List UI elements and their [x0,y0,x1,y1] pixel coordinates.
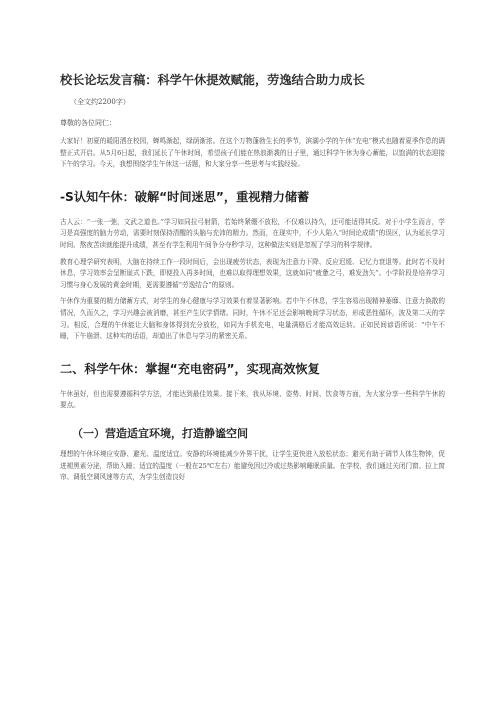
section1-heading: -S认知午休：破解“时间迷思”，重视精力储蓄 [60,189,310,204]
section2-heading: 二、科学午休：掌握“充电密码”，实现高效恢复 [60,361,320,376]
section1-paragraph-1: 古人云：“一张一弛，文武之道也。”学习如同拉弓射箭，若始终紧绷不放松，不仅难以持久，还可能适得其反。对于小学生而言，学习是高强度的脑力劳动，需要时刻保持清醒的头脑与充沛的精力。然而，在现实中，不少人陷入“时间论成绩”的误区，认为延长学习时间、熬夜苦读就能提升成绩，甚至有学生利用午间争分夺秒学习，这种做法实则是忽视了学习的科学规律。 [60,217,445,249]
word-count: （全文约2200字） [70,98,130,106]
salutation: 尊敬的各位同仁： [60,119,116,127]
document-body [60,72,445,489]
intro-paragraph: 大家好！初夏的暖阳洒在校园，蝉鸣渐起，绿荫渐浓。在这个万物蓬勃生长的季节，滨湖小学的午休“充电”模式也随着夏季作息的调整正式开启。从5月6日起，我们延长了午休时间，希望孩子们能在热浪渐袭的日子里，通过科学午休为身心蓄能，以饱满的状态迎接下午的学习。今天，我想围绕学生午休这一话题，和大家分享一些思考与实践经验。 [60,137,445,169]
document-title: 校长论坛发言稿：科学午休提效赋能，劳逸结合助力成长 [60,73,365,87]
subsection1-paragraph-1: 理想的午休环境应安静、避光、温度适宜。安静的环境能减少外界干扰，让学生更快进入放松状态；避光有助于调节人体生物钟，促进褪黑素分泌，帮助入睡；适宜的温度（一般在25℃左右）能避免因过冷或过热影响睡眠质量。在学校，我们通过关闭门窗、拉上窗帘、调低空调风速等方式，为学生创造良好 [60,449,446,482]
section1-paragraph-3: 午休作为重要的精力储蓄方式，对学生的身心健康与学习效果有着显著影响。若中午不休息，学生容易出现精神萎靡、注意力涣散的情况，久而久之，学习兴趣会被消磨，甚至产生厌学情绪。同时，午休不足还会影响晚间学习状态，形成恶性循环，波及第二天的学习。相反，合理的午休能让大脑和身体得到充分放松，如同为手机充电，电量满格后才能高效运转。正如民间谚语所说：“中午不睡，下午崩溃、这种实的话语，却道出了休息与学习的紧密关系。 [60,297,445,341]
section1-paragraph-2: 教育心理学研究表明，大脑在持续工作一段时间后，会出现疲劳状态，表现为注意力下降、反应迟缓、记忆力衰退等。此时若不及时休息，学习效率会呈断崖式下跌，即便投入再多时间，也难以取得理想效果，这就如同“疲惫之弓，难发劲矢”。小学阶段是培养学习习惯与身心发展的黄金时期，更需要遵循“劳逸结合”的原则。 [60,257,445,289]
subsection1-heading: （一）营造适宜环境，打造静谧空间 [72,426,248,440]
section2-paragraph-1: 午休虽好，但也需要遵循科学方法，才能达到最佳效果。接下来，我从环境、姿势、时间、饮食等方面，为大家分享一些科学午休的要点。 [60,389,445,410]
